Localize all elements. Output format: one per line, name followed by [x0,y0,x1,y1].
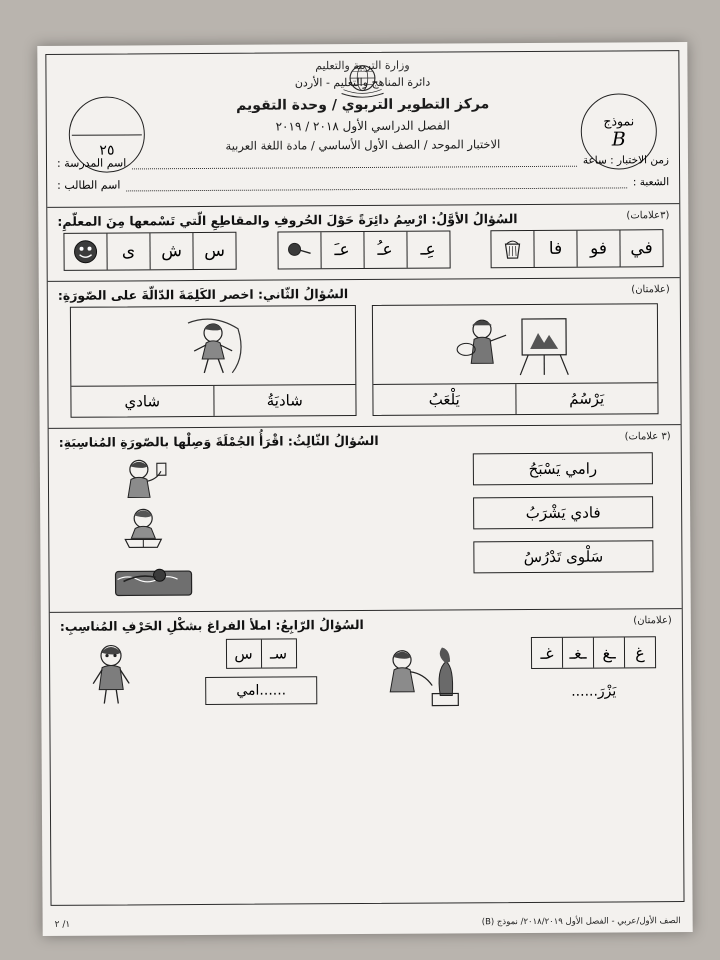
school-row [57,153,669,170]
page-border [45,50,684,906]
school-label: اسم المدرسة : [56,156,127,170]
q4-left-blank[interactable]: يَزْرَ...... [571,683,617,700]
painter-boy-icon [373,304,657,384]
q3-sentence-1[interactable]: رامي يَسْبَحُ [473,452,653,485]
q4-letter-3[interactable]: ـغـ [563,638,594,668]
q1-left-cell-1[interactable]: في [630,238,653,259]
identity-fields [57,153,669,201]
time-label: زمن الاختبار : ساعة [582,154,670,167]
question-4-marks: (علامتان) [633,615,672,627]
exam-line: الاختبار الموحد / الصف الأول الأساسي / مادة اللغة العربية [225,137,501,154]
page-footer [55,916,681,930]
q4-letter-4[interactable]: غـ [532,638,563,668]
q1-mid-cell-1[interactable]: عِـ [420,239,436,260]
skipping-girl-icon [71,306,355,386]
center-name: مركز التطوير التربوي / وحدة التقويم [235,96,490,114]
q4-right-cells [225,638,296,668]
question-2 [48,278,681,429]
footer-note: الصف الأول/عربي - الفصل الأول ٢٠١٨/٢٠١٩/ نموذج (B) [481,916,681,928]
student-label: اسم الطالب : [57,178,121,192]
q4-right-group [205,638,317,705]
q2-right-word-1[interactable]: شاديَةُ [266,391,303,410]
model-label: نموذج [603,112,635,129]
q4-left-group [531,636,656,705]
paper-sheet [37,42,692,936]
total-mark-value: ٢٥ [99,142,115,159]
q1-group-right [63,232,236,271]
q4-right-cell-1[interactable]: سـ [269,644,288,663]
boy-drinking-icon[interactable] [97,455,207,500]
q1-mid-cell-2[interactable]: عـُ [364,232,407,268]
q1-right-cell-3[interactable]: ى [107,233,150,269]
question-1-title: السُؤالُ الأوَّلُ: ارْسِمُ دائِرَةً حَوْلَ الحُروفِ والمقاطِعِ الّتي تَسْمعها مِنَ المعلّمِ: [57,211,518,229]
q4-letters-row [531,636,656,669]
school-input[interactable] [132,155,577,170]
smiley-icon[interactable] [64,234,107,270]
question-4-body [50,632,683,720]
q1-right-cell-2[interactable]: ش [150,233,193,269]
q4-right-cell-2[interactable]: س [226,640,261,668]
q3-sentences [473,452,654,597]
term-line: الفصل الدراسي الأول ٢٠١٨ / ٢٠١٩ [275,118,451,134]
question-1-marks: (٣علامات) [626,210,670,222]
q2-card-right [70,305,357,418]
q4-letter-2[interactable]: ـغ [594,637,625,667]
q1-left-cell-2[interactable]: فو [577,230,620,266]
page-number: ١/ ٢ [54,919,71,930]
model-letter: B [611,127,626,150]
student-input[interactable] [126,176,627,191]
girl-reading-icon[interactable] [97,505,207,550]
question-2-marks: (علامتان) [631,284,670,296]
boy-swimming-icon[interactable] [97,555,207,600]
ministry-name: وزارة التربية والتعليم [315,58,410,73]
question-1-groups [47,227,679,281]
question-4-title: السُؤالُ الرّابِعُ: املأ الفراغ بشكْلِ الحَرْفِ المُناسِبِ: [59,617,364,634]
q4-letter-1[interactable]: غ [635,642,645,662]
q2-left-word-1[interactable]: يَرْسُمُ [569,389,605,408]
standing-boy-icon [76,639,146,709]
section-label: الشعبة : [632,176,670,189]
circle-divider [72,134,142,136]
question-2-cards [48,301,681,428]
question-3-marks: (٣ علامات) [624,431,671,443]
q1-left-cell-3[interactable]: فا [534,231,577,267]
q1-group-left [490,229,663,268]
question-1 [47,204,679,282]
bucket-icon[interactable] [491,231,534,267]
document-header [46,51,679,208]
lollipop-icon[interactable] [278,232,321,268]
student-row [57,175,669,192]
q2-left-words [373,382,657,415]
q1-group-mid [277,230,450,269]
question-3-body [49,448,682,612]
q2-right-words [71,384,355,417]
q3-sentence-3[interactable]: سَلْوى تَدْرُسُ [473,540,653,573]
q2-card-left [372,303,659,416]
q3-pictures [77,455,228,600]
question-3-title: السُؤالُ الثّالِثُ: اقْرَأُ الجُمْلَةَ وَصِلْها بالصّورَةِ المُناسِبَةِ: [58,432,379,450]
q1-mid-cell-3[interactable]: عـَ [321,232,364,268]
q2-left-word-2[interactable]: يَلْعَبُ [373,384,516,415]
directorate-name: دائرة المناهج والتعليم - الأردن [294,75,431,90]
q1-right-cell-1[interactable]: س [204,240,225,261]
q4-right-blank[interactable]: ......امي [205,676,317,705]
question-3 [49,425,682,613]
question-4 [50,609,683,720]
planting-boy-icon [376,637,472,708]
q3-sentence-2[interactable]: فادي يَشْرَبُ [473,496,653,529]
question-2-title: السُؤالُ الثّاني: اخصر الكَلِمَةَ الدّالّةَ على الصّورَةِ: [57,286,349,303]
q2-right-word-2[interactable]: شادي [71,386,214,417]
exam-paper [37,42,692,936]
